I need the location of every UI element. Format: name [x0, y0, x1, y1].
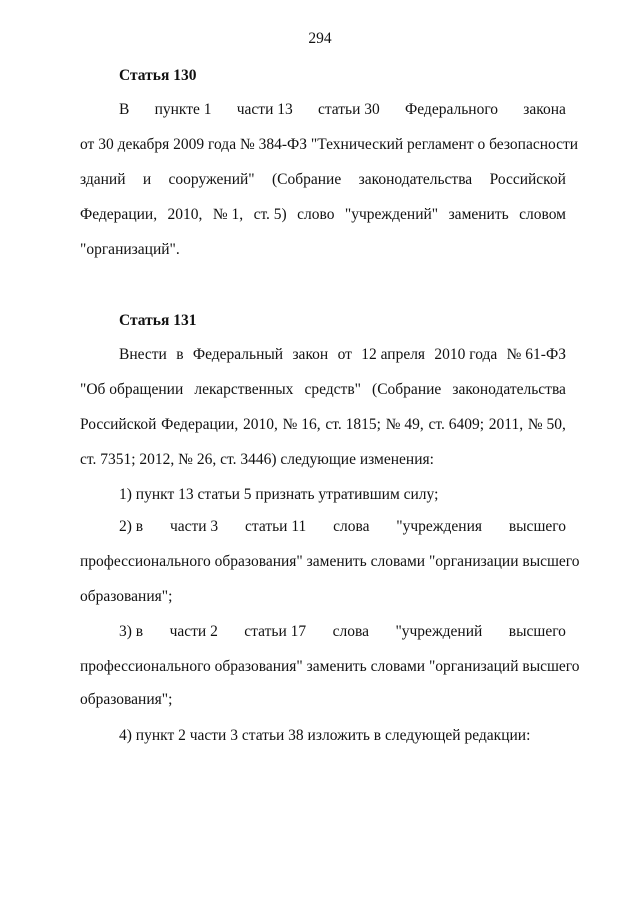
word: "учреждений" [344, 206, 439, 223]
word: зданий [80, 171, 126, 188]
word: Федерации, [80, 206, 158, 223]
word: № 61-ФЗ [506, 346, 566, 363]
article-130-line-1 [119, 101, 566, 119]
page-number: 294 [308, 30, 332, 47]
word: Российской [80, 416, 157, 433]
word: Внести [119, 346, 167, 363]
word: В [119, 101, 130, 118]
word: 2010, [242, 416, 278, 433]
word: части 13 [236, 101, 293, 118]
article-131-item-2-line-1 [119, 518, 566, 536]
word: слова [333, 518, 370, 535]
article-131-line-2 [80, 381, 566, 399]
word: от [337, 346, 352, 363]
word: в [176, 346, 184, 363]
word: высшего [508, 518, 566, 535]
article-131-item-2-line-3: образования"; [80, 588, 173, 605]
word: закон [292, 346, 329, 363]
word: слово [297, 206, 335, 223]
article-131-line-4: ст. 7351; 2012, № 26, ст. 3446) следующие изменения: [80, 451, 434, 468]
word: статьи 11 [245, 518, 307, 535]
word: "учреждений [395, 623, 483, 640]
article-131-item-3-line-1 [119, 623, 566, 641]
article-131-item-4: 4) пункт 2 части 3 статьи 38 изложить в следующей редакции: [119, 727, 531, 744]
word: № 1, [212, 206, 244, 223]
word: ст. 6409; [428, 416, 485, 433]
word: Федеральный [192, 346, 284, 363]
word: статьи 30 [317, 101, 380, 118]
word: № 50, [527, 416, 566, 433]
word: 2010, [167, 206, 203, 223]
word: № 16, [282, 416, 321, 433]
word: 2) в [119, 518, 144, 535]
word: заменить [448, 206, 509, 223]
word: 12 апреля [361, 346, 426, 363]
word: "Об обращении [80, 381, 184, 398]
article-130-line-4 [80, 206, 566, 224]
word: "учреждения [396, 518, 482, 535]
word: 2011, [488, 416, 524, 433]
word: части 2 [169, 623, 218, 640]
word: 3) в [119, 623, 144, 640]
article-131-line-3 [80, 416, 566, 434]
word: сооружений" [168, 171, 255, 188]
article-131-item-3-line-2: профессионального образования" заменить словами "организаций высшего [80, 658, 580, 675]
word: слова [332, 623, 369, 640]
article-130-line-2: от 30 декабря 2009 года № 384-ФЗ "Технический регламент о безопасности [80, 136, 579, 153]
word: Российской [489, 171, 566, 188]
word: ст. 1815; [325, 416, 381, 433]
word: 2010 года [434, 346, 498, 363]
word: Федерации, [161, 416, 239, 433]
article-131-heading: Статья 131 [119, 312, 197, 329]
word: части 3 [169, 518, 219, 535]
word: закона [523, 101, 566, 118]
word: и [142, 171, 152, 188]
article-130-heading: Статья 130 [119, 67, 197, 84]
word: средств" [304, 381, 361, 398]
word: ст. 5) [253, 206, 287, 223]
word: статьи 17 [244, 623, 307, 640]
article-130-line-3 [80, 171, 566, 189]
word: Федерального [405, 101, 499, 118]
word: законодательства [452, 381, 566, 398]
word: пункте 1 [154, 101, 212, 118]
word: (Собрание [272, 171, 342, 188]
article-131-item-2-line-2: профессионального образования" заменить словами "организации высшего [80, 553, 580, 570]
word: лекарственных [194, 381, 294, 398]
article-131-item-1: 1) пункт 13 статьи 5 признать утратившим силу; [119, 486, 439, 503]
article-130-line-5: "организаций". [80, 241, 180, 258]
article-131-line-1 [119, 346, 566, 364]
word: № 49, [385, 416, 424, 433]
article-131-item-3-line-3: образования"; [80, 691, 173, 708]
word: законодательства [358, 171, 473, 188]
word: словом [519, 206, 566, 223]
word: (Собрание [372, 381, 442, 398]
word: высшего [508, 623, 566, 640]
